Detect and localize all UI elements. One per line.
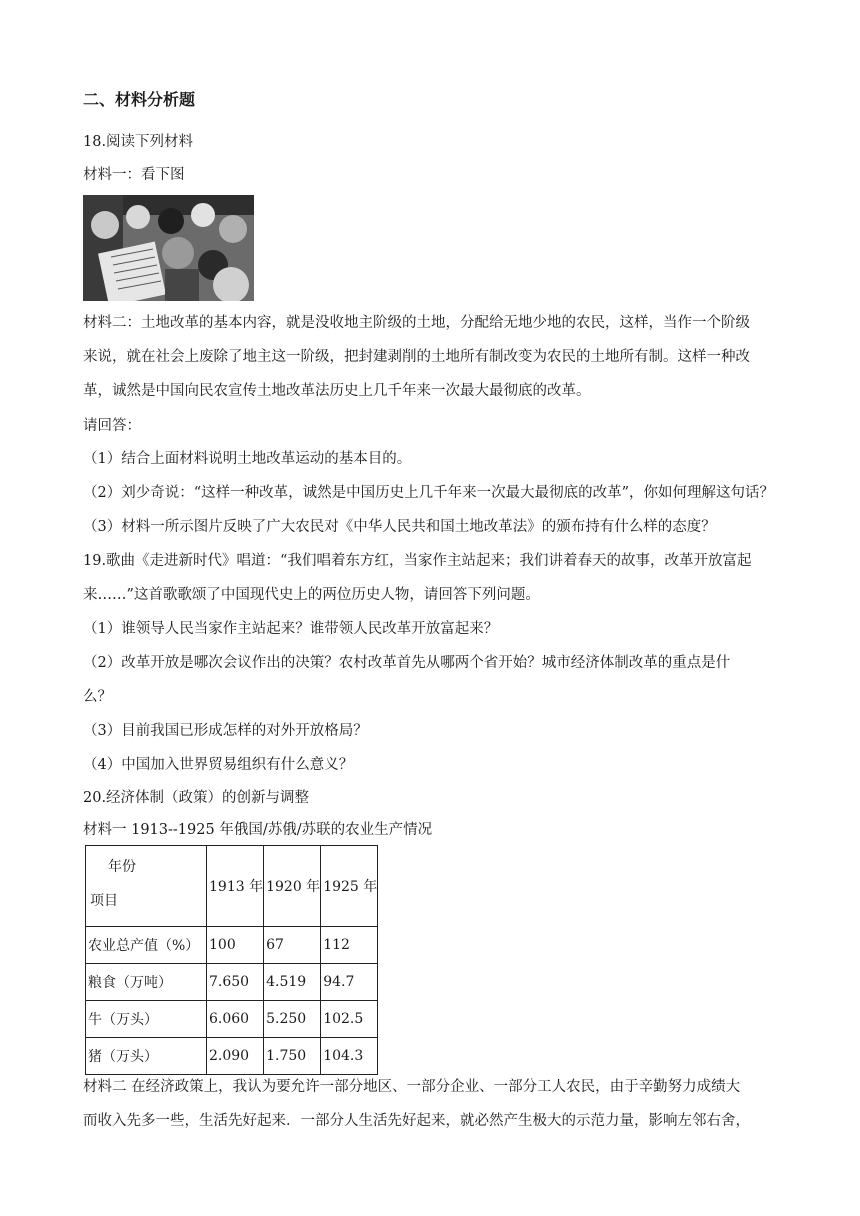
table-value-cell: 4.519	[264, 964, 321, 1001]
q20-material2-line-1: 材料二 在经济政策上，我认为要允许一部分地区、一部分企业、一部分工人农民，由于辛勤努力成绩大	[83, 1079, 741, 1095]
agriculture-table	[85, 845, 378, 1075]
table-header-year: 1920 年	[264, 846, 321, 927]
table-value-cell: 94.7	[321, 964, 378, 1001]
q18-question-3: （3）材料一所示图片反映了广大农民对《中华人民共和国土地改革法》的颁布持有什么样的态度？	[83, 519, 716, 535]
table-value-cell: 104.3	[321, 1038, 378, 1075]
q18-intro: 18.阅读下列材料	[83, 134, 194, 150]
q20-material2-line-2: 而收入先多一些，生活先好起来．一部分人生活先好起来，就必然产生极大的示范力量，影响左邻右舍，	[83, 1113, 750, 1129]
q19-question-4: （4）中国加入世界贸易组织有什么意义？	[83, 757, 354, 773]
table-value-cell: 67	[264, 927, 321, 964]
q19-question-1: （1）谁领导人民当家作主站起来？谁带领人民改革开放富起来？	[83, 621, 499, 637]
land-reform-photo	[83, 195, 254, 301]
q19-line-1: 19.歌曲《走进新时代》唱道：“我们唱着东方红，当家作主站起来；我们讲着春天的故事，改革开放富起	[83, 553, 752, 569]
table-row	[86, 1001, 378, 1038]
table-item-cell: 牛（万头）	[86, 1001, 207, 1038]
table-item-cell: 农业总产值（%）	[86, 927, 207, 964]
q18-question-1: （1）结合上面材料说明土地改革运动的基本目的。	[83, 451, 412, 467]
q18-material2-line-2: 来说，就在社会上废除了地主这一阶级，把封建剥削的土地所有制改变为农民的土地所有制。这样一种改	[83, 349, 750, 365]
q18-material2-line-3: 革，诚然是中国向民农宣传土地改革法历史上几千年来一次最大最彻底的改革。	[83, 383, 591, 399]
q20-title: 20.经济体制（政策）的创新与调整	[83, 790, 310, 806]
q18-material1-label: 材料一：看下图	[83, 167, 185, 183]
table-value-cell: 100	[207, 927, 264, 964]
table-row	[86, 1038, 378, 1075]
table-header-item-label: 项目	[90, 893, 118, 909]
section-title: 二、材料分析题	[83, 90, 196, 109]
q18-prompt: 请回答：	[83, 418, 141, 434]
table-row	[86, 964, 378, 1001]
q20-material1-caption: 材料一 1913--1925 年俄国/苏俄/苏联的农业生产情况	[83, 822, 433, 838]
table-header-corner	[86, 846, 207, 927]
table-value-cell: 112	[321, 927, 378, 964]
q19-question-3: （3）目前我国已形成怎样的对外开放格局？	[83, 723, 368, 739]
table-value-cell: 5.250	[264, 1001, 321, 1038]
table-header-year: 1925 年	[321, 846, 378, 927]
q18-question-2: （2）刘少奇说：“这样一种改革，诚然是中国历史上几千年来一次最大最彻底的改革”，你如何理解这句话？	[83, 485, 775, 501]
q19-line-2: 来……”这首歌歌颂了中国现代史上的两位历史人物，请回答下列问题。	[83, 587, 540, 603]
table-value-cell: 7.650	[207, 964, 264, 1001]
q18-material2-line-1: 材料二：土地改革的基本内容，就是没收地主阶级的土地，分配给无地少地的农民，这样，当作一个阶级	[83, 315, 750, 331]
table-value-cell: 102.5	[321, 1001, 378, 1038]
q19-question-2: （2）改革开放是哪次会议作出的决策？农村改革首先从哪两个省开始？城市经济体制改革的重点是什	[83, 655, 731, 671]
table-header-year-label: 年份	[108, 859, 136, 875]
table-header-year: 1913 年	[207, 846, 264, 927]
table-item-cell: 粮食（万吨）	[86, 964, 207, 1001]
q19-question-2-cont: 么？	[83, 689, 112, 705]
table-item-cell: 猪（万头）	[86, 1038, 207, 1075]
land-reform-photo-image	[83, 195, 254, 301]
table-header-row	[86, 846, 378, 927]
table-value-cell: 6.060	[207, 1001, 264, 1038]
table-row	[86, 927, 378, 964]
table-value-cell: 1.750	[264, 1038, 321, 1075]
table-value-cell: 2.090	[207, 1038, 264, 1075]
